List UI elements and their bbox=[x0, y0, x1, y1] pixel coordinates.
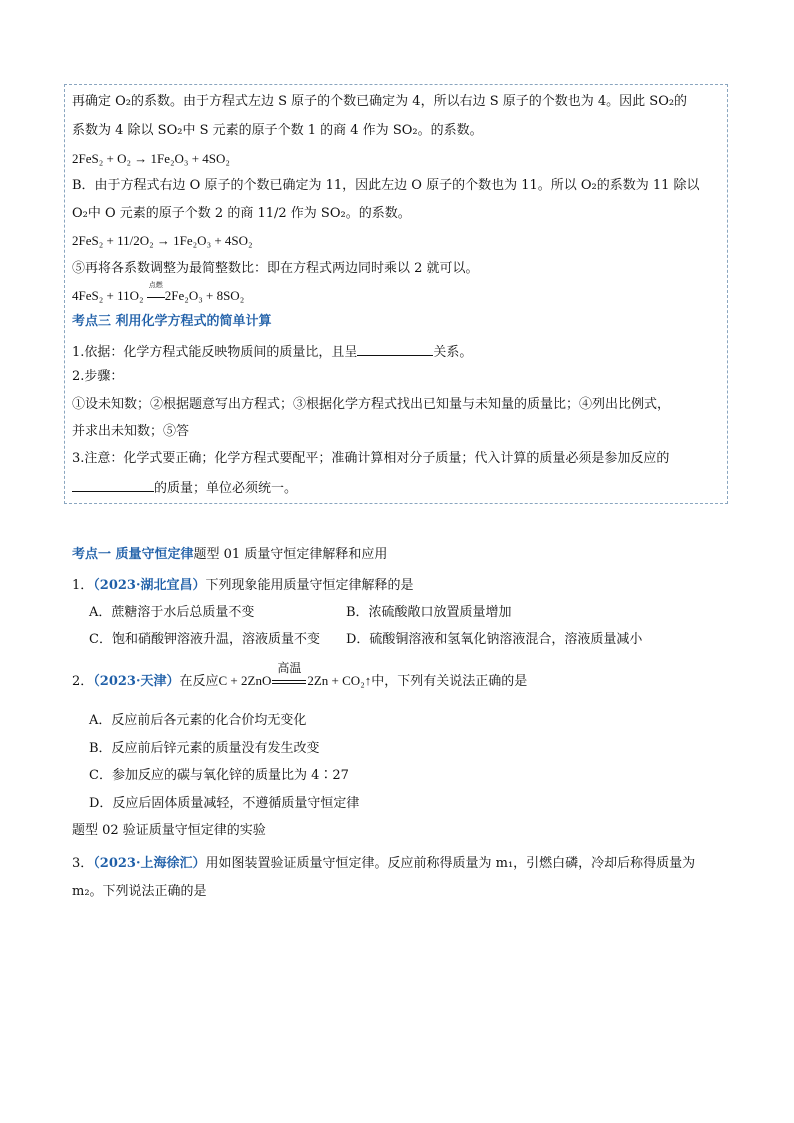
heading-kaodian-3: 考点三 利用化学方程式的简单计算 bbox=[72, 314, 272, 329]
question-2-source: （2023·天津） bbox=[93, 674, 180, 689]
question-3-number: 3． bbox=[72, 856, 94, 871]
question-3-stem bbox=[72, 855, 695, 873]
type-02-heading: 题型 02 验证质量守恒定律的实验 bbox=[72, 823, 266, 838]
equation-1: 2FeS₂ + O₂ → 1Fe₂O₃ + 4SO₂ bbox=[72, 151, 230, 166]
q2-option-d[interactable]: D．反应后固体质量减轻，不遵循质量守恒定律 bbox=[89, 796, 360, 811]
ignite-label: 点燃 bbox=[148, 281, 163, 289]
box-line-4: O₂中 O 元素的原子个数 2 的商 11/2 作为 SO₂。的系数。 bbox=[72, 206, 411, 221]
q1-option-d[interactable]: D．硫酸铜溶液和氢氧化钠溶液混合，溶液质量减小 bbox=[346, 632, 643, 647]
equation-3-right: 2Fe₂O₃ + 8SO₂ bbox=[164, 288, 245, 303]
question-3-stem-2: m₂。下列说法正确的是 bbox=[72, 884, 207, 899]
point-6-text: 的质量；单位必须统一。 bbox=[154, 481, 298, 496]
question-3-source: （2023·上海徐汇） bbox=[93, 856, 206, 871]
equation-3-left: 4FeS₂ + 11O₂ bbox=[72, 288, 147, 303]
high-temp-condition bbox=[271, 661, 307, 691]
point-1-text: 1.依据：化学方程式能反映物质间的质量比，且呈 bbox=[72, 345, 358, 360]
box-line-1: 再确定 O₂的系数。由于方程式左边 S 原子的个数已确定为 4，所以右边 S 原子的个数也为 4。因此 SO₂的 bbox=[72, 94, 688, 109]
question-2-text-b: 中，下列有关说法正确的是 bbox=[371, 674, 528, 689]
q1-option-b[interactable]: B．浓硫酸敞口放置质量增加 bbox=[346, 605, 512, 620]
question-1-text: 下列现象能用质量守恒定律解释的是 bbox=[205, 578, 414, 593]
section-heading bbox=[72, 546, 387, 564]
question-2-number: 2． bbox=[72, 674, 94, 689]
question-1-number: 1． bbox=[72, 578, 94, 593]
q2-option-b[interactable]: B．反应前后锌元素的质量没有发生改变 bbox=[89, 741, 320, 756]
point-1-tail: 关系。 bbox=[433, 345, 473, 360]
box-line-5: ⑤再将各系数调整为最简整数比：即在方程式两边同时乘以 2 就可以。 bbox=[72, 261, 479, 276]
question-1-stem bbox=[72, 577, 414, 595]
point-1 bbox=[72, 341, 472, 362]
q2-option-a[interactable]: A．反应前后各元素的化合价均无变化 bbox=[89, 713, 307, 728]
kaodian-1-label: 考点一 质量守恒定律 bbox=[72, 547, 194, 562]
box-line-3: B．由于方程式右边 O 原子的个数已确定为 11，因此左边 O 原子的个数也为 11。所以 O₂的系数为 11 除以 bbox=[72, 178, 700, 193]
question-2-stem bbox=[72, 661, 528, 691]
question-2-text-a: 在反应 bbox=[179, 674, 219, 689]
q1-option-c[interactable]: C．饱和硝酸钾溶液升温，溶液质量不变 bbox=[89, 632, 320, 647]
q2-equation-left: C + 2ZnO bbox=[218, 673, 272, 688]
equation-2: 2FeS₂ + 11/2O₂ → 1Fe₂O₃ + 4SO₂ bbox=[72, 233, 253, 248]
question-1-source: （2023·湖北宜昌） bbox=[93, 578, 206, 593]
point-4: 并求出未知数；⑤答 bbox=[72, 424, 190, 439]
q1-option-a[interactable]: A．蔗糖溶于水后总质量不变 bbox=[89, 605, 255, 620]
high-temp-label: 高温 bbox=[277, 661, 302, 675]
fill-blank-1[interactable] bbox=[357, 341, 433, 356]
type-01-label: 题型 01 质量守恒定律解释和应用 bbox=[193, 547, 388, 562]
point-6 bbox=[72, 477, 297, 498]
fill-blank-2[interactable] bbox=[72, 477, 154, 492]
box-line-2: 系数为 4 除以 SO₂中 S 元素的原子个数 1 的商 4 作为 SO₂。的系数。 bbox=[72, 123, 483, 138]
point-5: 3.注意：化学式要正确；化学方程式要配平；准确计算相对分子质量；代入计算的质量必须是参加反应的 bbox=[72, 451, 670, 466]
ignite-condition bbox=[147, 281, 165, 305]
point-2: 2.步骤： bbox=[72, 369, 124, 384]
q2-equation-right: 2Zn + CO₂↑ bbox=[307, 673, 372, 688]
point-3: ①设未知数；②根据题意写出方程式；③根据化学方程式找出已知量与未知量的质量比；④列出比例式， bbox=[72, 397, 671, 412]
equation-3 bbox=[72, 281, 245, 305]
question-3-text-a: 用如图装置验证质量守恒定律。反应前称得质量为 m₁，引燃白磷，冷却后称得质量为 bbox=[205, 856, 696, 871]
q2-option-c[interactable]: C．参加反应的碳与氧化锌的质量比为 4∶27 bbox=[89, 768, 349, 783]
